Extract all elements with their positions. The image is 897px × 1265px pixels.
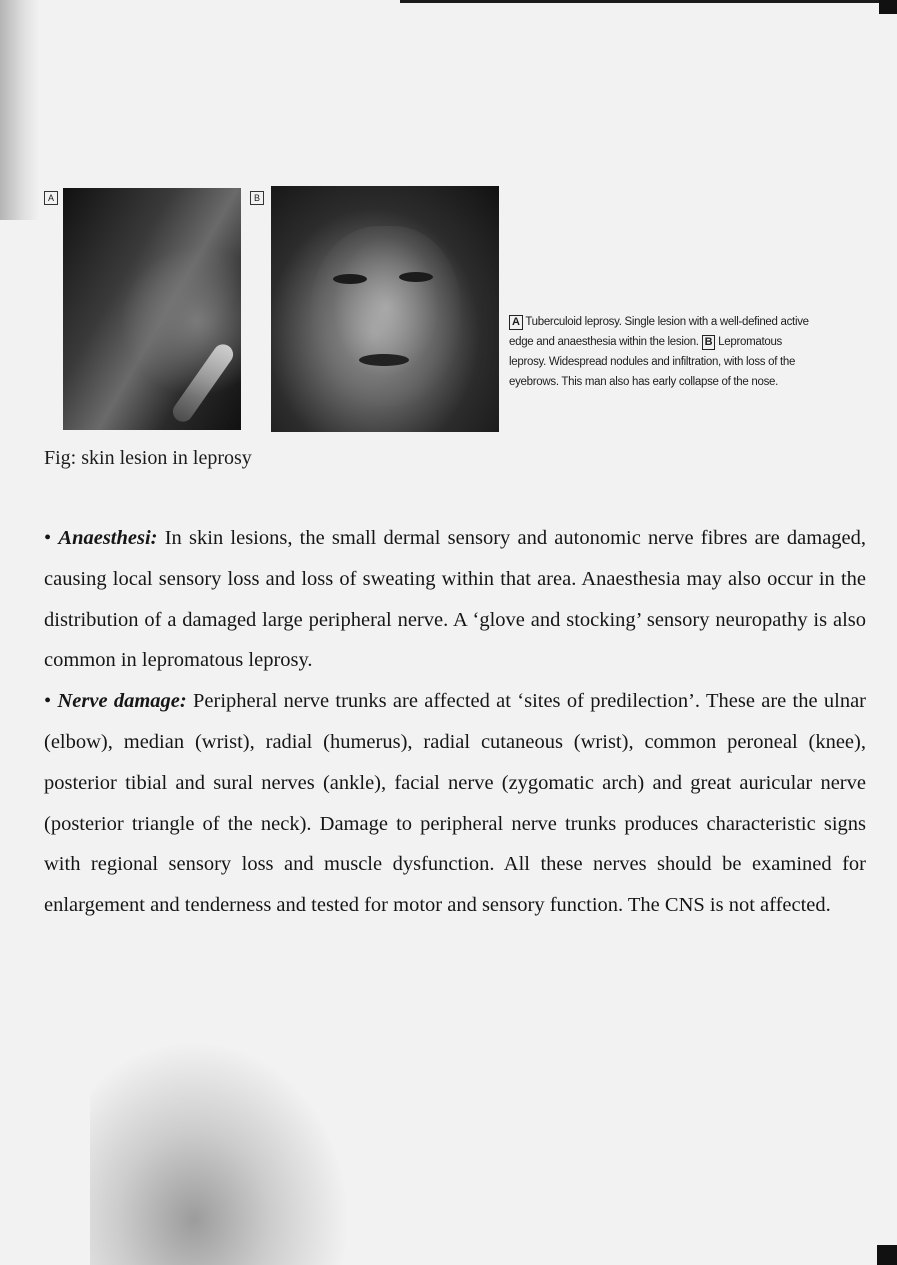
page-edge <box>400 0 897 3</box>
caption-tag-b: B <box>702 335 716 350</box>
photo-detail <box>311 226 461 406</box>
photo-detail <box>359 354 409 366</box>
caption-tag-a: A <box>509 315 523 330</box>
panel-b-label: B <box>250 191 264 205</box>
section-term: Nerve damage: <box>57 690 187 713</box>
scan-shadow <box>0 0 40 220</box>
photo-detail <box>399 272 433 282</box>
caption-text-a: Tuberculoid leprosy. Single lesion with a well-defined active edge and anaesthesia within the lesion. <box>509 316 809 348</box>
figure-caption <box>509 312 809 392</box>
section-text: Peripheral nerve trunks are affected at ‘sites of predilection’. These are the ulnar (elbow), median (wrist), radial (humerus), radial cutaneous (wrist), common peroneal (knee), posterior tibial and sural nerves (ankle), facial nerve (zygomatic arch) and great auricular nerve (posterior triangle of the neck). Damage to peripheral nerve trunks produces characteristic signs with regional sensory loss and muscle dysfunction. All these nerves should be examined for enlargement and tenderness and tested for motor and sensory function. The CNS is not affected. <box>44 690 867 917</box>
section-term: Anaesthesi: <box>58 527 158 549</box>
bullet: • <box>44 527 52 549</box>
caption-text-b: Lepromatous leprosy. Widespread nodules and infiltration, with loss of the eyebrows. This man also has early collapse of the nose. <box>509 336 796 388</box>
figure-title: Fig: skin lesion in leprosy <box>44 447 252 469</box>
bullet: • <box>44 690 52 713</box>
section-nerve-damage <box>44 681 866 926</box>
scan-corner-mark <box>877 1245 897 1265</box>
scan-shadow <box>90 1040 350 1265</box>
photo-detail <box>169 340 237 425</box>
photo-tuberculoid-leprosy <box>63 188 241 430</box>
photo-lepromatous-leprosy <box>271 186 499 432</box>
body-text <box>44 518 866 926</box>
section-text: In skin lesions, the small dermal sensory and autonomic nerve fibres are damaged, causing local sensory loss and loss of sweating within that area. Anaesthesia may also occur in the distribution of a damaged large peripheral nerve. A ‘glove and stocking’ sensory neuropathy is also common in lepromatous leprosy. <box>44 527 867 672</box>
photo-detail <box>333 274 367 284</box>
section-anaesthesia <box>44 518 866 681</box>
panel-a-label: A <box>44 191 58 205</box>
scan-corner-mark <box>879 0 897 14</box>
